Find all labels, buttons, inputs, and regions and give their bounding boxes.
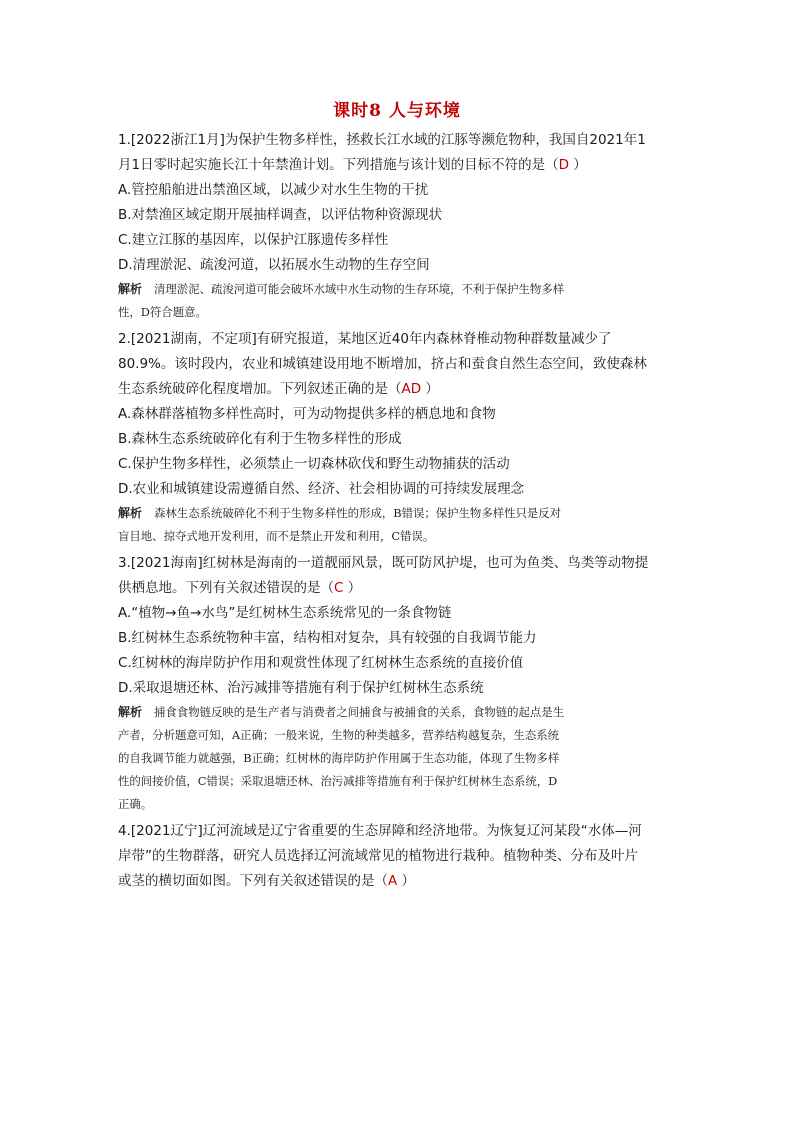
question-stem-line: 1.[2022浙江1月]为保护生物多样性，拯救长江水域的江豚等濒危物种，我国自2021年1 [118,132,646,148]
explanation-label: 解析 [118,705,143,719]
explanation-line: 性，D符合题意。 [118,305,207,319]
explanation-label: 解析 [118,506,143,520]
option-a: A.森林群落植物多样性高时，可为动物提供多样的栖息地和食物 [118,406,496,422]
question-stem-line: 2.[2021湖南，不定项]有研究报道，某地区近40年内森林脊椎动物种群数量减少了 [118,331,612,347]
answer-text: D [558,157,569,173]
page-title: 课时8 人与环境 [333,101,461,121]
question-3 [118,551,678,816]
question-stem-line: 生态系统破碎化程度增加。下列叙述正确的是（AD ） [118,381,439,397]
option-a: A.管控船舶进出禁渔区域，以减少对水生生物的干扰 [118,182,429,198]
option-c: C.建立江豚的基因库，以保护江豚遗传多样性 [118,232,389,248]
question-2 [118,327,678,548]
option-b: B.森林生态系统破碎化有利于生物多样性的形成 [118,431,402,447]
option-a: A.“植物→鱼→水鸟”是红树林生态系统常见的一条食物链 [118,605,452,621]
option-d: D.采取退塘还林、治污减排等措施有利于保护红树林生态系统 [118,680,484,696]
explanation-line: 产者，分析题意可知，A正确；一般来说，生物的种类越多，营养结构越复杂，生态系统 [118,728,560,742]
answer-text: C [334,580,344,596]
explanation-label: 解析 [118,282,143,296]
question-stem-line: 供栖息地。下列有关叙述错误的是（C ） [118,580,362,596]
option-b: B.对禁渔区域定期开展抽样调查，以评估物种资源现状 [118,207,443,223]
question-stem-line: 岸带”的生物群落，研究人员选择辽河流域常见的植物进行栽种。植物种类、分布及叶片 [118,848,638,864]
explanation-line: 解析 清理淤泥、疏浚河道可能会破坏水域中水生动物的生存环境，不利于保护生物多样 [118,282,565,296]
question-stem-line: 4.[2021辽宁]辽河流域是辽宁省重要的生态屏障和经济地带。为恢复辽河某段“水体—河 [118,823,642,839]
question-stem-line: 80.9%。该时段内，农业和城镇建设用地不断增加，挤占和蚕食自然生态空间，致使森林 [118,356,647,372]
option-d: D.清理淤泥、疏浚河道，以拓展水生动物的生存空间 [118,257,430,273]
explanation-line: 正确。 [118,797,153,811]
explanation-line: 解析 森林生态系统破碎化不利于生物多样性的形成，B错误；保护生物多样性只是反对 [118,506,562,520]
explanation-line: 解析 捕食食物链反映的是生产者与消费者之间捕食与被捕食的关系，食物链的起点是生 [118,705,565,719]
option-c: C.保护生物多样性，必须禁止一切森林砍伐和野生动物捕获的活动 [118,456,510,472]
question-stem-line: 月1日零时起实施长江十年禁渔计划。下列措施与该计划的目标不符的是（D ） [118,157,587,173]
question-list [118,128,678,894]
answer-text: A [388,873,398,889]
explanation-line: 性的间接价值，C错误；采取退塘还林、治污减排等措施有利于保护红树林生态系统，D [118,774,558,788]
answer-text: AD [401,381,422,397]
question-4 [118,819,678,894]
option-d: D.农业和城镇建设需遵循自然、经济、社会相协调的可持续发展理念 [118,481,525,497]
explanation-line: 的自我调节能力就越强，B正确；红树林的海岸防护作用属于生态功能，体现了生物多样 [118,751,560,765]
option-b: B.红树林生态系统物种丰富，结构相对复杂，具有较强的自我调节能力 [118,630,537,646]
question-stem-line: 3.[2021海南]红树林是海南的一道靓丽风景，既可防风护堤，也可为鱼类、鸟类等动物提 [118,555,649,571]
option-c: C.红树林的海岸防护作用和观赏性体现了红树林生态系统的直接价值 [118,655,524,671]
question-stem-line: 或茎的横切面如图。下列有关叙述错误的是（A ） [118,873,416,889]
question-1 [118,128,678,324]
explanation-line: 盲目地、掠夺式地开发利用，而不是禁止开发和利用，C错误。 [118,529,435,543]
